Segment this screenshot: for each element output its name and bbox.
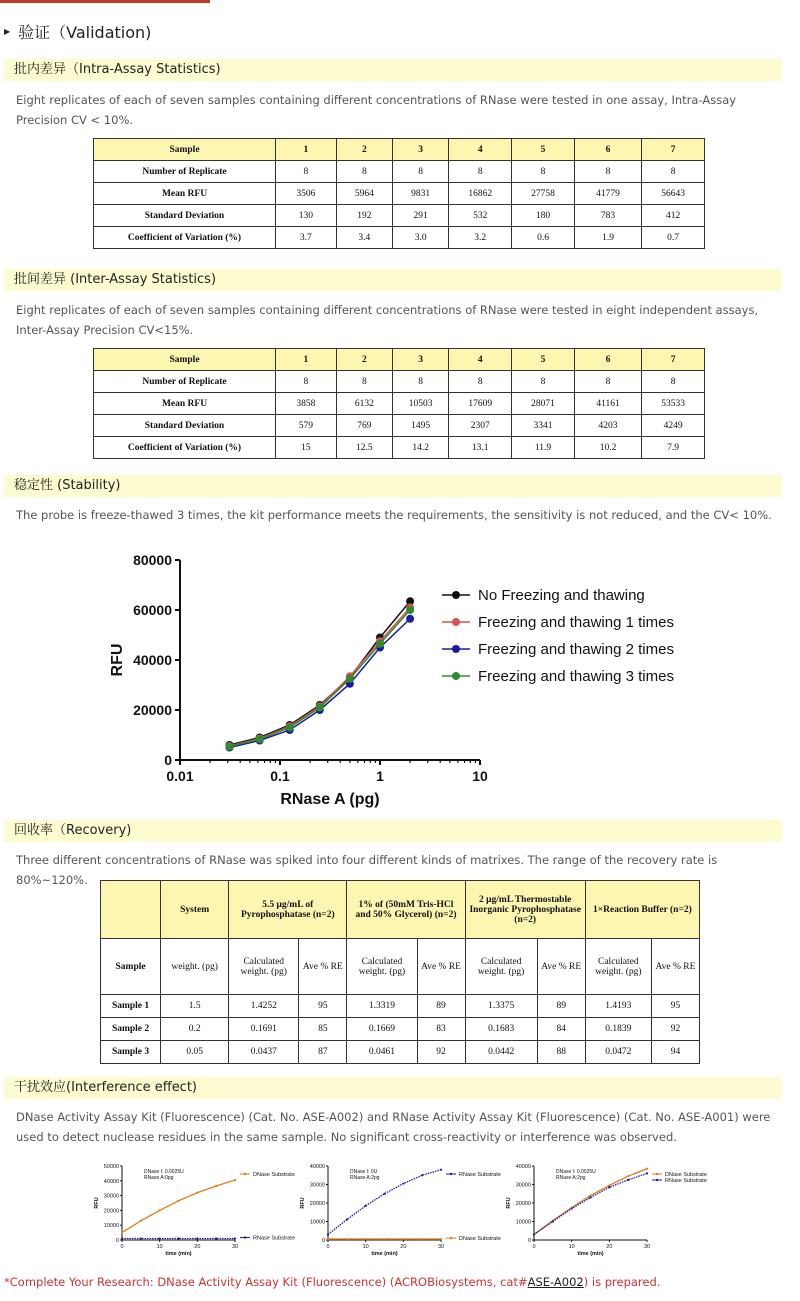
y-tick-label: 10000 <box>515 1219 531 1226</box>
x-axis-label: time (min) <box>371 1251 398 1257</box>
row-label-cell: Sample 2 <box>101 1018 161 1041</box>
table-header-row <box>94 349 705 371</box>
recovery-sub-header-row <box>101 939 700 995</box>
stability-description: The probe is freeze-thawed 3 times, the kit performance meets the requirements, the sensitivity is not reduced, and the CV< 10%. <box>16 508 772 522</box>
data-point <box>346 1238 348 1240</box>
table-row <box>94 227 705 249</box>
data-cell: 8 <box>642 371 705 393</box>
data-cell: 89 <box>417 995 465 1018</box>
matrix-group-header-cell: 2 μg/mL Thermostable Inorganic Pyrophosphatase (n=2) <box>465 881 585 939</box>
legend-marker <box>656 1173 658 1175</box>
header-cell: 2 <box>336 349 392 371</box>
x-axis-label: RNase A (pg) <box>280 791 380 808</box>
section-heading-inter: 批间差异 (Inter-Assay Statistics) <box>4 269 782 291</box>
intra-description: Eight replicates of each of seven samples containing different concentrations of RNase were tested in one assay, Intra-Assay Precision CV < 10%. <box>16 93 737 127</box>
data-cell: 84 <box>537 1018 585 1041</box>
data-cell: 94 <box>651 1041 699 1064</box>
data-cell: 95 <box>299 995 347 1018</box>
table-row <box>94 371 705 393</box>
header-cell: 1 <box>276 349 337 371</box>
x-axis-label: time (min) <box>577 1251 604 1257</box>
data-cell: 1.5 <box>161 995 229 1018</box>
data-cell: 130 <box>276 205 337 227</box>
footer-prefix: *Complete Your Research: DNase Activity Assay Kit (Fluorescence) (ACROBiosystems, cat# <box>4 1275 528 1289</box>
x-tick-label: 20 <box>400 1244 407 1250</box>
legend-marker <box>452 645 460 653</box>
data-point <box>402 1238 404 1240</box>
y-axis-label: RFU <box>506 1197 512 1209</box>
x-axis-label: time (min) <box>165 1251 192 1257</box>
data-cell: 16862 <box>449 183 512 205</box>
data-point <box>627 1175 629 1177</box>
data-cell: 0.2 <box>161 1018 229 1041</box>
data-cell: 9831 <box>392 183 448 205</box>
legend-marker <box>656 1179 658 1181</box>
intra-assay-table <box>93 138 705 249</box>
y-tick-label: 0 <box>115 1238 119 1244</box>
sub-header-cell: Sample <box>101 939 161 995</box>
series-line <box>229 601 410 745</box>
data-cell: 8 <box>642 161 705 183</box>
section-heading-recovery: 回收率（Recovery) <box>4 820 782 842</box>
data-cell: 3.0 <box>392 227 448 249</box>
legend-label: RNase Substrate <box>665 1178 707 1184</box>
inter-assay-table <box>93 348 705 459</box>
sub-header-cell: Ave % RE <box>417 939 465 995</box>
top-accent-line <box>0 0 210 3</box>
legend-label: No Freezing and thawing <box>478 587 645 604</box>
data-cell: 412 <box>642 205 705 227</box>
row-label-cell: Mean RFU <box>94 393 276 415</box>
data-cell: 17609 <box>449 393 512 415</box>
y-tick-label: 60000 <box>133 602 172 618</box>
data-cell: 12.5 <box>336 437 392 459</box>
y-tick-label: 30000 <box>309 1182 325 1189</box>
inter-description: Eight replicates of each of seven samples containing different concentrations of RNase were tested in eight independent assays, Inter-Assay Precision CV<15%. <box>16 303 759 337</box>
y-axis-label: RFU <box>94 1197 100 1209</box>
legend-marker <box>244 1236 246 1238</box>
data-cell: 3.2 <box>449 227 512 249</box>
footer-suffix: ) is prepared. <box>583 1275 661 1289</box>
data-cell: 8 <box>336 161 392 183</box>
data-point <box>383 1238 385 1240</box>
page-title-text: 验证（Validation) <box>18 23 152 42</box>
data-cell: 15 <box>276 437 337 459</box>
table-row <box>94 437 705 459</box>
legend-label: Freezing and thawing 1 times <box>478 614 674 631</box>
data-cell: 11.9 <box>512 437 575 459</box>
row-label-cell: Sample 3 <box>101 1041 161 1064</box>
data-point <box>589 1196 591 1198</box>
chart-annotation: RNase A:2pg <box>350 1175 380 1181</box>
section-heading-stability: 稳定性 (Stability) <box>4 475 782 497</box>
data-cell: 8 <box>276 161 337 183</box>
recovery-group-header-row <box>101 881 700 939</box>
data-cell: 8 <box>276 371 337 393</box>
row-label-cell: Mean RFU <box>94 183 276 205</box>
data-point <box>376 640 384 648</box>
y-tick-label: 30000 <box>103 1193 119 1200</box>
legend-label: Freezing and thawing 3 times <box>478 668 674 685</box>
data-cell: 56643 <box>642 183 705 205</box>
data-cell: 4203 <box>574 415 641 437</box>
interference-chart-2 <box>296 1160 506 1262</box>
data-cell: 1.4252 <box>229 995 299 1018</box>
data-point <box>383 1193 385 1195</box>
y-tick-label: 20000 <box>309 1201 325 1207</box>
x-tick-label: 30 <box>437 1244 445 1250</box>
data-point <box>440 1169 442 1171</box>
data-cell: 7.9 <box>642 437 705 459</box>
x-tick-label: 0 <box>532 1244 536 1250</box>
data-cell: 0.7 <box>642 227 705 249</box>
data-point <box>646 1168 648 1170</box>
legend-label: DNase Substrate <box>459 1236 501 1243</box>
sub-header-cell: Calculated weight. (pg) <box>585 939 651 995</box>
row-label-cell: Coefficient of Variation (%) <box>94 437 276 459</box>
table-row <box>94 161 705 183</box>
data-cell: 85 <box>299 1018 347 1041</box>
data-point <box>234 1237 236 1239</box>
data-cell: 769 <box>336 415 392 437</box>
triangle-bullet-icon: ▶ <box>4 27 11 36</box>
x-tick-label: 20 <box>606 1244 613 1250</box>
data-cell: 8 <box>574 161 641 183</box>
series-line <box>122 1180 235 1233</box>
y-tick-label: 0 <box>321 1238 325 1244</box>
data-point <box>196 1237 198 1239</box>
header-cell: 2 <box>336 139 392 161</box>
data-point <box>177 1237 179 1239</box>
data-cell: 8 <box>574 371 641 393</box>
legend-marker <box>244 1173 246 1175</box>
data-point <box>256 735 264 743</box>
data-point <box>225 743 233 751</box>
data-cell: 8 <box>512 371 575 393</box>
data-cell: 3341 <box>512 415 575 437</box>
sub-header-cell: Calculated weight. (pg) <box>347 939 417 995</box>
data-point <box>121 1232 123 1234</box>
data-cell: 2307 <box>449 415 512 437</box>
data-cell: 41779 <box>574 183 641 205</box>
data-cell: 291 <box>392 205 448 227</box>
x-tick-label: 1 <box>376 768 384 784</box>
y-tick-label: 40000 <box>515 1164 531 1170</box>
y-tick-label: 10000 <box>103 1223 119 1230</box>
data-point <box>159 1237 161 1239</box>
y-tick-label: 40000 <box>309 1164 325 1170</box>
series-line <box>534 1173 647 1234</box>
data-cell: 88 <box>537 1041 585 1064</box>
legend-marker <box>452 591 460 599</box>
legend-label: Freezing and thawing 2 times <box>478 641 674 658</box>
data-cell: 3506 <box>276 183 337 205</box>
recovery-description: Three different concentrations of RNase was spiked into four different kinds of matrixes. The range of the recovery rate is 80%~120%. <box>16 853 718 887</box>
sub-header-cell: Ave % RE <box>651 939 699 995</box>
table-row <box>94 393 705 415</box>
data-point <box>140 1237 142 1239</box>
y-tick-label: 0 <box>164 752 172 768</box>
x-tick-label: 30 <box>643 1244 651 1250</box>
row-label-cell: Standard Deviation <box>94 205 276 227</box>
chart-annotation: DNase I: 0.0025U <box>556 1169 596 1175</box>
table-row <box>101 995 700 1018</box>
series-line <box>328 1170 441 1235</box>
data-cell: 8 <box>392 161 448 183</box>
data-cell: 0.05 <box>161 1041 229 1064</box>
table-row <box>101 1041 700 1064</box>
data-cell: 27758 <box>512 183 575 205</box>
data-point <box>571 1207 573 1209</box>
data-point <box>552 1220 554 1222</box>
interference-chart-1 <box>90 1160 300 1262</box>
matrix-group-header-cell: 1% of (50mM Tris-HCl and 50% Glycerol) (n=2) <box>347 881 465 939</box>
data-cell: 83 <box>417 1018 465 1041</box>
x-tick-label: 10 <box>472 768 488 784</box>
data-point <box>440 1238 442 1240</box>
data-point <box>234 1179 236 1181</box>
y-tick-label: 20000 <box>133 702 172 718</box>
header-cell: 6 <box>574 139 641 161</box>
data-cell: 192 <box>336 205 392 227</box>
footer-link-ase-a002[interactable]: ASE-A002 <box>527 1275 584 1289</box>
data-cell: 89 <box>537 995 585 1018</box>
x-tick-label: 0 <box>120 1244 124 1250</box>
x-tick-label: 10 <box>568 1244 575 1250</box>
data-point <box>421 1238 423 1240</box>
data-point <box>421 1174 423 1176</box>
x-tick-label: 30 <box>231 1244 239 1250</box>
chart-annotation: RNase A:0pg <box>144 1175 174 1181</box>
table-row <box>94 415 705 437</box>
data-cell: 1.9 <box>574 227 641 249</box>
y-tick-label: 50000 <box>103 1164 119 1170</box>
chart-annotation: DNase I: 0U <box>350 1169 378 1175</box>
data-point <box>646 1172 648 1174</box>
table-row <box>101 1018 700 1041</box>
data-cell: 14.2 <box>392 437 448 459</box>
data-point <box>140 1220 142 1222</box>
x-tick-label: 10 <box>156 1244 163 1250</box>
footer-note <box>4 1275 660 1289</box>
data-cell: 28071 <box>512 393 575 415</box>
header-cell: 4 <box>449 349 512 371</box>
data-cell: 13.1 <box>449 437 512 459</box>
table-header-row <box>94 139 705 161</box>
data-cell: 0.6 <box>512 227 575 249</box>
header-cell: Sample <box>94 139 276 161</box>
header-cell: 1 <box>276 139 337 161</box>
data-cell: 87 <box>299 1041 347 1064</box>
y-tick-label: 40000 <box>103 1178 119 1185</box>
legend-label: RNase Substrate <box>459 1172 501 1178</box>
system-header-cell: System <box>161 881 229 939</box>
data-cell: 41161 <box>574 393 641 415</box>
data-point <box>215 1185 217 1187</box>
empty-corner-cell <box>101 881 161 939</box>
data-cell: 6132 <box>336 393 392 415</box>
series-line <box>229 608 410 747</box>
header-cell: Sample <box>94 349 276 371</box>
data-point <box>406 606 414 614</box>
header-cell: 6 <box>574 349 641 371</box>
x-tick-label: 20 <box>194 1244 201 1250</box>
interference-chart-3 <box>502 1160 712 1262</box>
y-tick-label: 20000 <box>103 1208 119 1215</box>
data-cell: 0.0472 <box>585 1041 651 1064</box>
legend-marker <box>450 1173 452 1175</box>
page-title <box>4 20 151 43</box>
matrix-group-header-cell: 1×Reaction Buffer (n=2) <box>585 881 699 939</box>
header-cell: 4 <box>449 139 512 161</box>
y-tick-label: 0 <box>527 1238 531 1244</box>
recovery-table <box>100 880 700 1064</box>
data-point <box>215 1237 217 1239</box>
legend-label: DNase Substrate <box>665 1172 707 1178</box>
row-label-cell: Coefficient of Variation (%) <box>94 227 276 249</box>
data-cell: 4249 <box>642 415 705 437</box>
stability-chart <box>100 545 720 815</box>
data-point <box>286 724 294 732</box>
chart-annotation: RNase A:2pg <box>556 1175 586 1181</box>
legend-label: DNase Substrate <box>253 1172 295 1178</box>
data-point <box>627 1179 629 1181</box>
data-point <box>327 1238 329 1240</box>
data-point <box>402 1182 404 1184</box>
data-cell: 1.3375 <box>465 995 537 1018</box>
data-point <box>177 1200 179 1202</box>
data-point <box>346 675 354 683</box>
section-heading-interference: 干扰效应(Interference effect) <box>4 1077 782 1099</box>
row-label-cell: Number of Replicate <box>94 161 276 183</box>
data-point <box>365 1205 367 1207</box>
data-cell: 1.4193 <box>585 995 651 1018</box>
data-cell: 0.1839 <box>585 1018 651 1041</box>
header-cell: 5 <box>512 349 575 371</box>
legend-marker <box>452 672 460 680</box>
y-tick-label: 80000 <box>133 552 172 568</box>
data-cell: 3858 <box>276 393 337 415</box>
data-cell: 0.0461 <box>347 1041 417 1064</box>
data-cell: 8 <box>392 371 448 393</box>
section-heading-intra: 批内差异（Intra-Assay Statistics) <box>4 59 782 81</box>
x-tick-label: 10 <box>362 1244 369 1250</box>
data-cell: 8 <box>336 371 392 393</box>
row-label-cell: Standard Deviation <box>94 415 276 437</box>
y-tick-label: 10000 <box>309 1219 325 1226</box>
data-cell: 0.0442 <box>465 1041 537 1064</box>
sub-header-cell: Ave % RE <box>537 939 585 995</box>
data-cell: 10503 <box>392 393 448 415</box>
data-cell: 1.3319 <box>347 995 417 1018</box>
data-cell: 95 <box>651 995 699 1018</box>
data-cell: 92 <box>417 1041 465 1064</box>
data-cell: 5964 <box>336 183 392 205</box>
sub-header-cell: Calculated weight. (pg) <box>465 939 537 995</box>
data-point <box>346 1219 348 1221</box>
y-tick-label: 20000 <box>515 1201 531 1207</box>
chart-annotation: DNase I: 0.0025U <box>144 1169 184 1175</box>
data-point <box>608 1186 610 1188</box>
data-point <box>196 1192 198 1194</box>
data-cell: 532 <box>449 205 512 227</box>
header-cell: 7 <box>642 139 705 161</box>
legend-marker <box>452 618 460 626</box>
data-point <box>121 1237 123 1239</box>
header-cell: 3 <box>392 349 448 371</box>
row-label-cell: Number of Replicate <box>94 371 276 393</box>
legend-marker <box>450 1237 452 1239</box>
data-point <box>327 1233 329 1235</box>
sub-header-cell: Ave % RE <box>299 939 347 995</box>
data-cell: 0.1691 <box>229 1018 299 1041</box>
data-point <box>533 1233 535 1235</box>
data-point <box>159 1209 161 1211</box>
data-cell: 8 <box>512 161 575 183</box>
data-point <box>316 704 324 712</box>
header-cell: 7 <box>642 349 705 371</box>
data-cell: 579 <box>276 415 337 437</box>
y-axis-label: RFU <box>109 643 126 677</box>
data-cell: 0.1669 <box>347 1018 417 1041</box>
table-row <box>94 183 705 205</box>
sub-header-cell: weight. (pg) <box>161 939 229 995</box>
header-cell: 3 <box>392 139 448 161</box>
table-row <box>94 205 705 227</box>
series-line <box>229 610 410 747</box>
data-cell: 180 <box>512 205 575 227</box>
data-cell: 8 <box>449 371 512 393</box>
row-label-cell: Sample 1 <box>101 995 161 1018</box>
y-axis-label: RFU <box>300 1197 306 1209</box>
data-cell: 0.1683 <box>465 1018 537 1041</box>
data-cell: 3.4 <box>336 227 392 249</box>
x-tick-label: 0.01 <box>166 768 194 784</box>
data-cell: 783 <box>574 205 641 227</box>
y-tick-label: 40000 <box>133 652 172 668</box>
interference-description: DNase Activity Assay Kit (Fluorescence) (Cat. No. ASE-A002) and RNase Activity Assay Kit (Fluorescence) (Cat. No. ASE-A001) were used to detect nuclease residues in the same sample. No significant cross-reactivity or interference was observed. <box>16 1110 771 1144</box>
data-cell: 92 <box>651 1018 699 1041</box>
y-tick-label: 30000 <box>515 1182 531 1189</box>
data-cell: 1495 <box>392 415 448 437</box>
data-cell: 8 <box>449 161 512 183</box>
data-cell: 53533 <box>642 393 705 415</box>
data-point <box>406 615 414 623</box>
legend-label: RNase Substrate <box>253 1235 295 1242</box>
sub-header-cell: Calculated weight. (pg) <box>229 939 299 995</box>
data-cell: 3.7 <box>276 227 337 249</box>
data-point <box>365 1238 367 1240</box>
x-tick-label: 0 <box>326 1244 330 1250</box>
header-cell: 5 <box>512 139 575 161</box>
matrix-group-header-cell: 5.5 μg/mL of Pyrophosphatase (n=2) <box>229 881 347 939</box>
data-cell: 10.2 <box>574 437 641 459</box>
x-tick-label: 0.1 <box>270 768 290 784</box>
data-cell: 0.0437 <box>229 1041 299 1064</box>
